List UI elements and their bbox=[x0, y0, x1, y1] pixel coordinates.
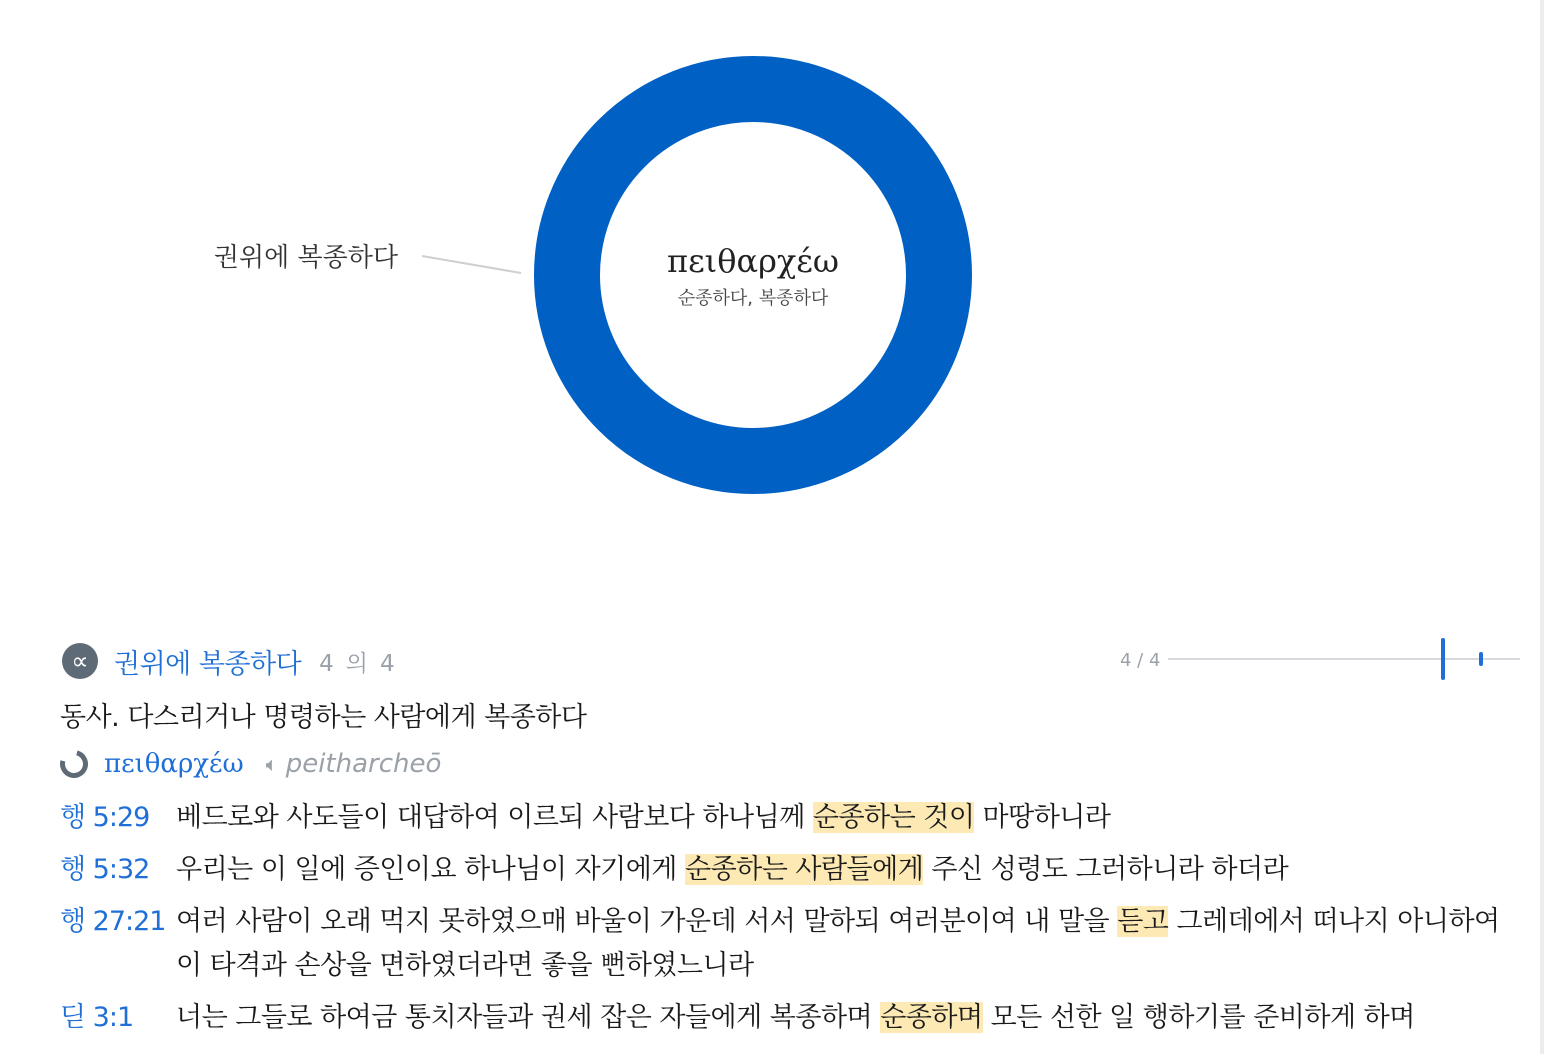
verse-text-before: 여러 사람이 오래 먹지 못하였으매 바울이 가운데 서서 말하되 여러분이여 내 말을 bbox=[176, 906, 1118, 937]
count-current: 4 bbox=[319, 650, 334, 677]
verse-text bbox=[176, 796, 1520, 840]
speaker-icon[interactable]: 🔈︎ bbox=[265, 752, 278, 776]
center-gloss: 순종하다, 복종하다 bbox=[677, 288, 829, 309]
sense-count bbox=[313, 645, 401, 678]
verse-text-after: 모든 선한 일 행하기를 준비하게 하며 bbox=[982, 1002, 1415, 1033]
verse-text-before: 우리는 이 일에 증인이요 하나님이 자기에게 bbox=[176, 854, 685, 885]
lemma-row bbox=[60, 742, 1520, 786]
sense-title[interactable]: 권위에 복종하다 bbox=[114, 648, 302, 680]
count-total: 4 bbox=[380, 650, 395, 677]
verse-highlight: 순종하는 것이 bbox=[812, 802, 975, 833]
sense-nav-track[interactable] bbox=[1168, 658, 1520, 660]
verse-highlight: 듣고 bbox=[1117, 906, 1169, 937]
alpha-proportional-icon: ∝ bbox=[62, 643, 98, 679]
verse-text bbox=[176, 996, 1520, 1040]
verse-text bbox=[176, 848, 1520, 892]
verse-highlight: 순종하는 사람들에게 bbox=[684, 854, 924, 885]
verse-text-after: 주신 성령도 그러하니라 하더라 bbox=[923, 854, 1289, 885]
verse-highlight: 순종하며 bbox=[880, 1002, 983, 1033]
verse-row bbox=[60, 796, 1520, 840]
verse-ref-link[interactable]: 딛 3:1 bbox=[60, 1002, 134, 1033]
sense-nav-marker[interactable] bbox=[1441, 638, 1445, 680]
verse-row bbox=[60, 996, 1520, 1040]
verse-ref-link[interactable]: 행 27:21 bbox=[60, 906, 166, 937]
verse-ref-link[interactable]: 행 5:32 bbox=[60, 854, 150, 885]
sense-section bbox=[60, 636, 1520, 1048]
center-lemma: πειθαρχέω bbox=[667, 242, 839, 280]
verse-text-before: 너는 그들로 하여금 통치자들과 권세 잡은 자들에게 복종하며 bbox=[176, 1002, 881, 1033]
segment-leader-line bbox=[422, 256, 521, 273]
verse-text-before: 베드로와 사도들이 대답하여 이르되 사람보다 하나님께 bbox=[176, 802, 813, 833]
transliteration: peitharcheō bbox=[285, 749, 442, 779]
lemma-link[interactable]: πειθαρχέω bbox=[104, 749, 244, 779]
segment-label[interactable]: 권위에 복종하다 bbox=[213, 243, 398, 273]
verse-row bbox=[60, 848, 1520, 892]
sense-definition: 동사. 다스리거나 명령하는 사람에게 복종하다 bbox=[60, 702, 587, 733]
sense-nav-marker[interactable] bbox=[1479, 652, 1483, 666]
refresh-circle-icon bbox=[55, 745, 93, 783]
scrollbar-track[interactable] bbox=[1540, 0, 1544, 1054]
verse-ref-link[interactable]: 행 5:29 bbox=[60, 802, 150, 833]
verse-list bbox=[60, 796, 1520, 1040]
count-of: 의 bbox=[345, 650, 369, 677]
verse-row bbox=[60, 900, 1520, 988]
verse-text-after: 마땅하니라 bbox=[974, 802, 1111, 833]
verse-text-after: 그레데에서 떠나지 아니하여 이 타격과 손상을 면하였더라면 좋을 뻔하였느니라 bbox=[176, 906, 1500, 981]
sense-header bbox=[60, 636, 1520, 686]
verse-text bbox=[176, 900, 1520, 988]
sense-nav-ratio: 4 / 4 bbox=[1120, 650, 1161, 671]
